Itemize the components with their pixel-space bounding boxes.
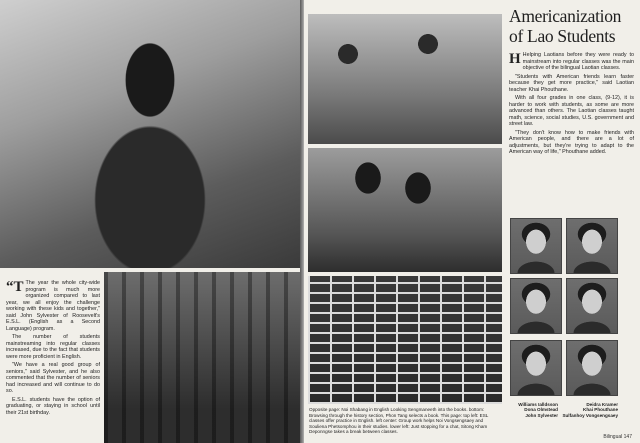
portrait-name: Williams Ialldsson [518,402,558,407]
photo-brick-wall-chat [308,276,502,404]
page-folio: Bilingual 147 [603,434,632,440]
left-page [0,0,304,443]
portrait-name: Deidra Kramer [586,402,618,407]
portrait-photo [510,218,562,274]
portrait-photo [566,340,618,396]
portrait-name: Khai Phouthane [583,407,618,413]
portrait-names-2 [556,402,618,418]
portrait-photo [566,218,618,274]
photo-caption: Opposite page: Noi Shabang in English Looking Sengmaneeth into the books. bottom: Browsing through the history section, Phon Tang selects a book. This page: top left: ESL classes offer practice in English. left center: Group work helps Noi Vongsengsaey and Souliena Phetsomphou in their studies. lower left: Just stopping for a chat, Sitong Kham Deponngse takes a break between classes. [309,407,489,435]
photo-library-stacks [104,272,300,443]
left-paragraph: “T The year the whole city-wide program is much more organized compared to last year, we all enjoy the challenge working with these kids and together," said John Sylvester of Roosevelt's E.S.L. (English as a Second Language) program. [6,279,100,332]
portrait-name: John Sylvester [525,412,558,418]
right-body-text [509,52,634,158]
photo-group-work [308,148,502,272]
photo-esl-classroom [308,14,502,144]
left-paragraph: E.S.L. students have the option of graduating, or staying in school until their 21st birthday. [6,396,100,416]
article-title: Americanization of Lao Students [509,6,622,46]
right-paragraph: "They don't know how to make friends with American people, and there are a lot of adjustments, but they're trying to adapt to the American way of life," Phouthane added. [509,129,634,155]
portrait-photo [510,340,562,396]
portrait-photo [510,278,562,334]
dropcap: “T [6,279,24,295]
portrait-photo [566,278,618,334]
dropcap: H [509,51,521,67]
portrait-name: Dona Olmstead [524,407,558,413]
portrait-names-1 [500,402,558,418]
right-paragraph: H Helping Laotians before they were ready to mainstream into regular classes was the main objective of the bilingual Laotian classes. [509,51,634,71]
right-paragraph: With all four grades in one class, (9-12), it is harder to work with students, as some are more advanced than others. The Laotian classes taught math, science, social studies, U.S. government and street law. [509,95,634,127]
right-paragraph: "Students with American friends learn faster because they get more practice," said Laotian teacher Khai Phouthane. [509,73,634,93]
left-paragraph: "We have a real good group of seniors," said Sylvester, and he also commented that the number of seniors had increased and will continue to do so. [6,362,100,394]
left-body-text [6,280,100,418]
portrait-name: Sulfanhoy Vongsengsaey [562,412,618,418]
photo-student-reading [0,0,300,268]
left-paragraph: The number of students mainstreaming into regular classes increased, due to the fact that students were more proficient in English. [6,334,100,360]
